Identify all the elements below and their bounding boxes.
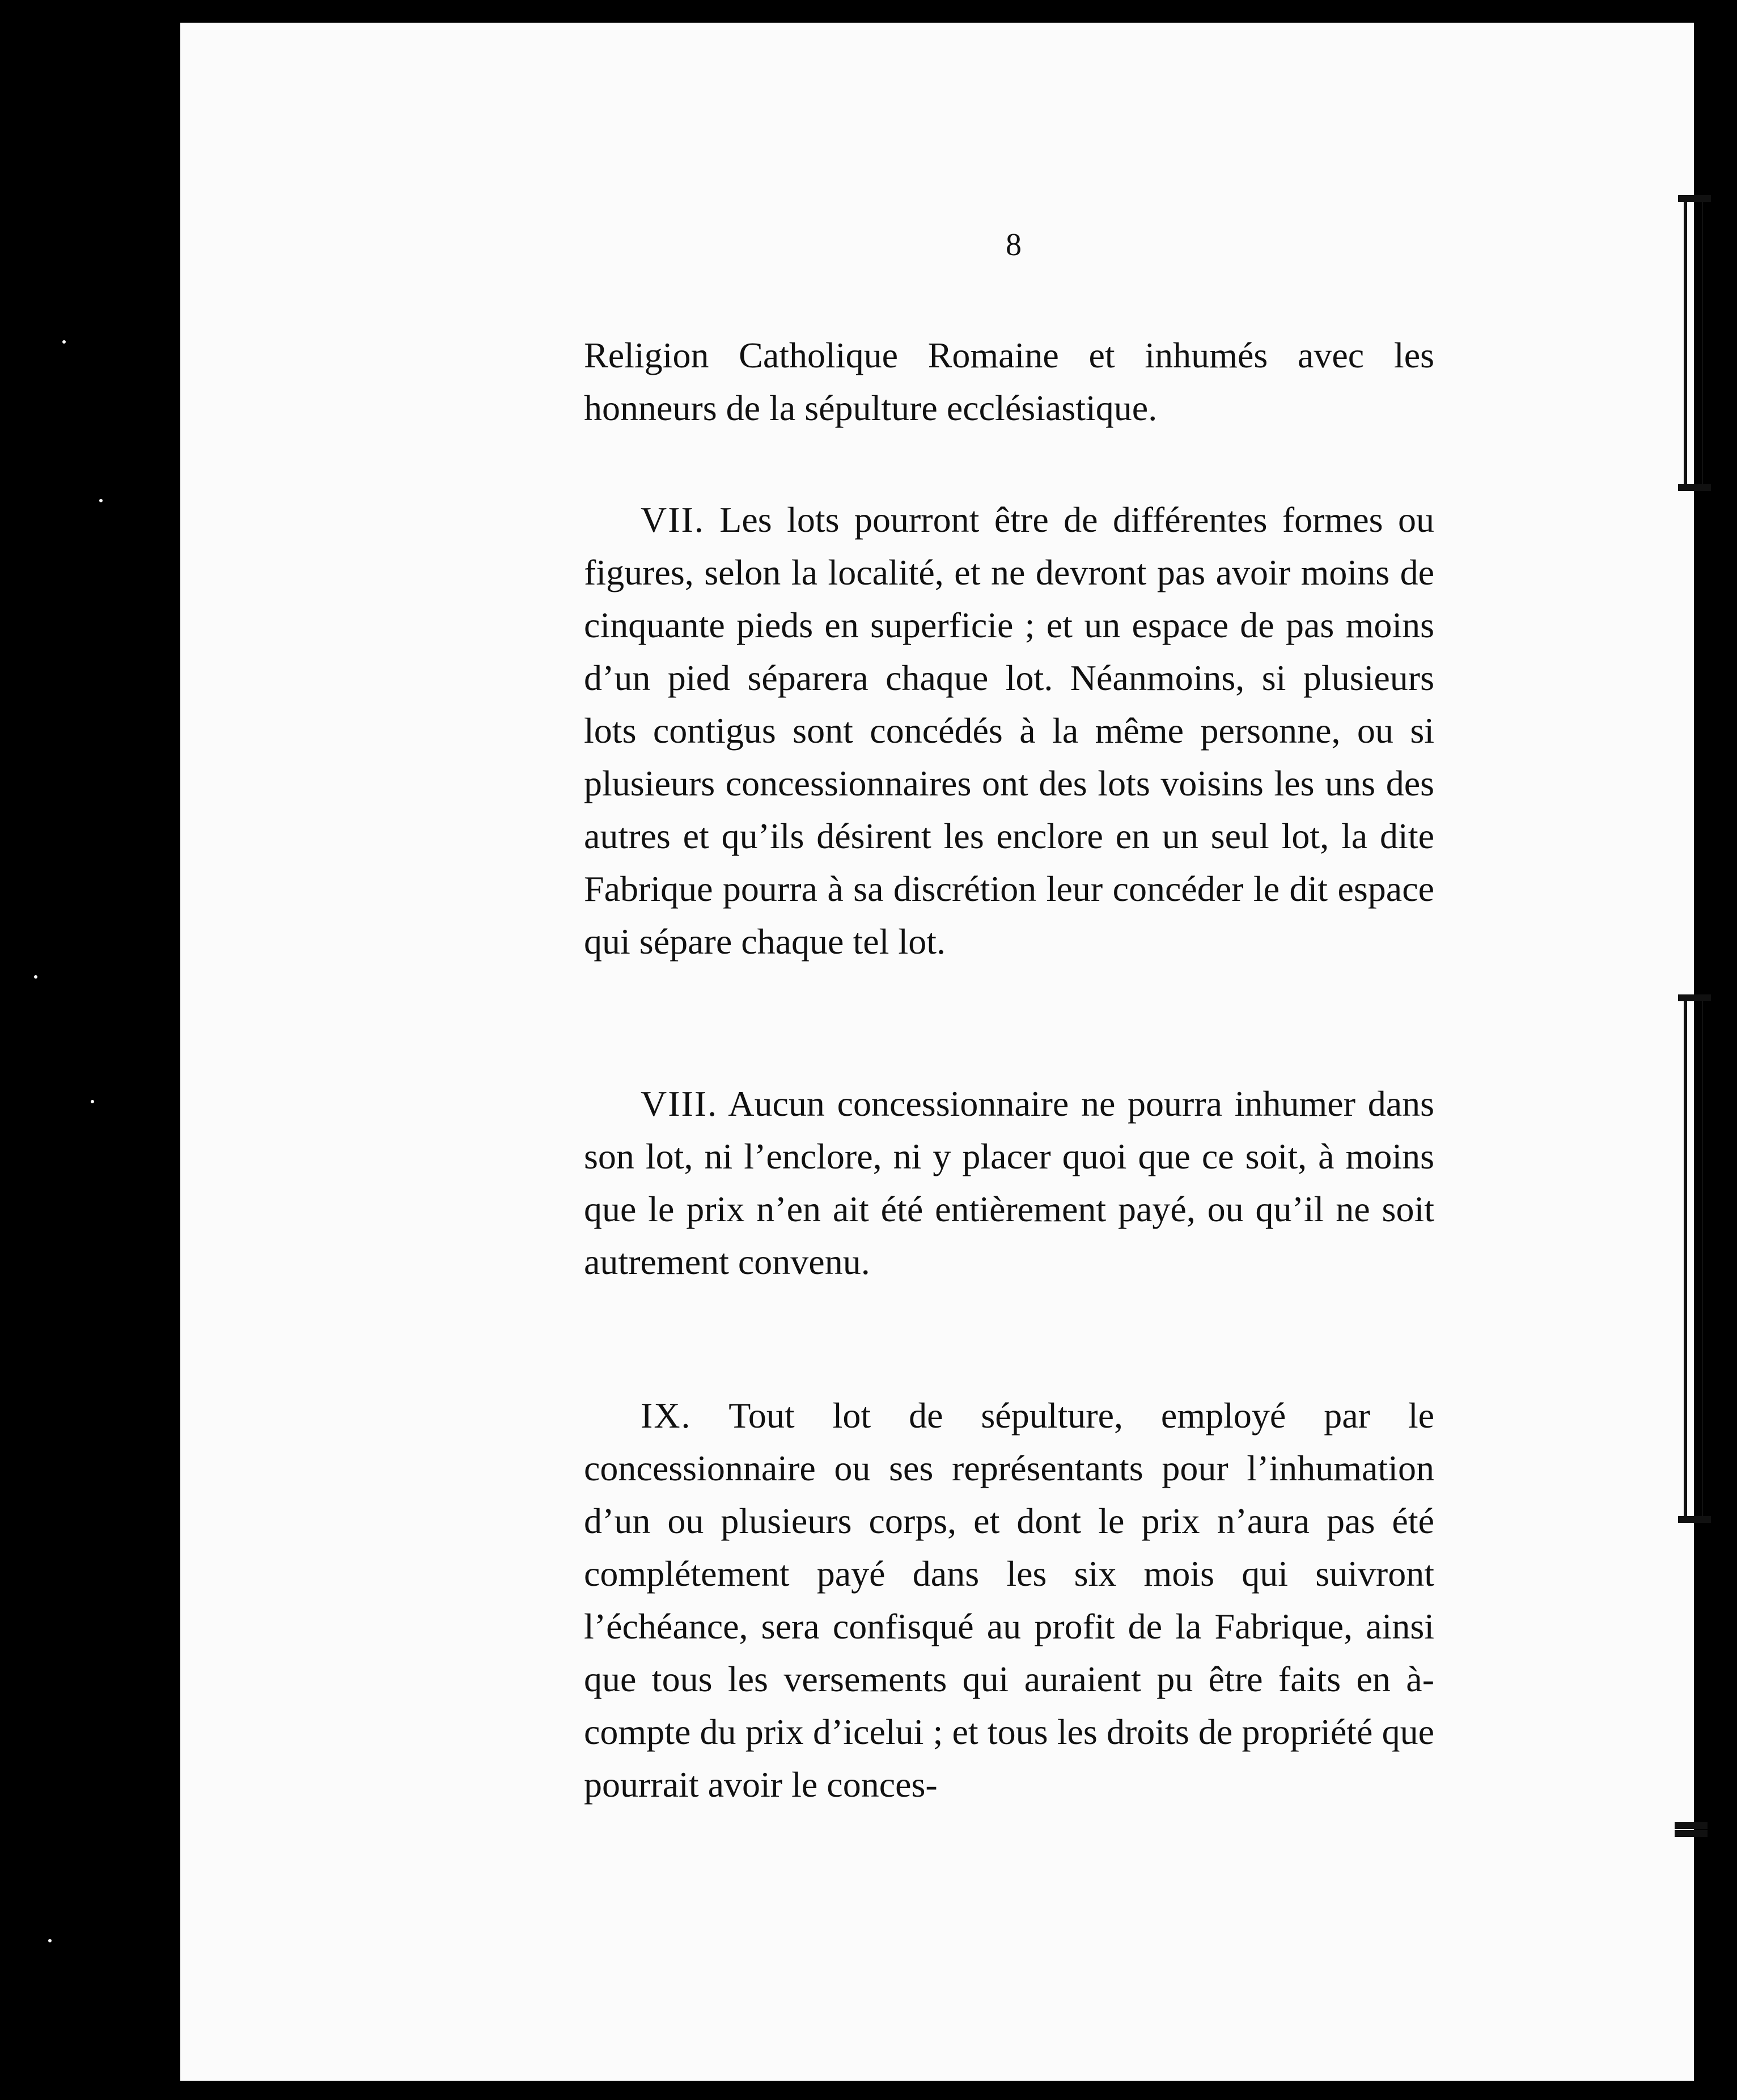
- article-heading: VIII.: [641, 1083, 718, 1124]
- scan-speck: [99, 499, 103, 502]
- article-text: Les lots pourront être de différentes formes ou figures, selon la localité, et ne devront pas avoir moins de cinquante pieds en superficie ; et un espace de pas moins d’un pied séparera chaque lot. Néanmoins, si plusieurs lots contigus sont concédés à la même personne, ou si plusieurs concessionnaires ont des lots voisins les uns des autres et qu’ils désirent les enclore en un seul lot, la dite Fabrique pourra à sa discrétion leur concéder le dit espace qui sépare chaque tel lot.: [584, 499, 1434, 962]
- binding-thread-bottom: [1684, 1826, 1698, 1834]
- article-heading: VII.: [641, 499, 705, 540]
- article-text: Aucun concessionnaire ne pourra inhumer dans son lot, ni l’enclore, ni y placer quoi que ce soit, à moins que le prix n’en ait été entièrement payé, ou qu’il ne soit autrement convenu.: [584, 1083, 1435, 1282]
- scan-speck: [34, 975, 37, 979]
- paragraph-continuation: [584, 329, 1434, 434]
- scan-speck: [48, 1939, 52, 1942]
- paragraph-text: Religion Catholique Romaine et inhumés avec les honneurs de la sépulture ecclésiastique.: [584, 335, 1434, 428]
- article-ix: [584, 1389, 1434, 1811]
- book-page: [180, 23, 1694, 2081]
- binding-thread-middle: [1684, 998, 1703, 1519]
- article-vii: [584, 493, 1434, 968]
- article-viii: [584, 1077, 1434, 1288]
- scan-speck: [62, 340, 66, 344]
- binding-thread-top: [1684, 198, 1703, 488]
- article-heading: IX.: [641, 1395, 692, 1436]
- page-number: 8: [1006, 227, 1022, 262]
- scan-speck: [91, 1100, 94, 1103]
- article-text: Tout lot de sépulture, employé par le concessionnaire ou ses représentants pour l’inhumation d’un ou plusieurs corps, et dont le prix n’aura pas été complétement payé dans les six mois qui suivront l’échéance, sera confisqué au profit de la Fabrique, ainsi que tous les versements qui auraient pu être faits en à-compte du prix d’icelui ; et tous les droits de propriété que pourrait avoir le conces-: [584, 1395, 1435, 1805]
